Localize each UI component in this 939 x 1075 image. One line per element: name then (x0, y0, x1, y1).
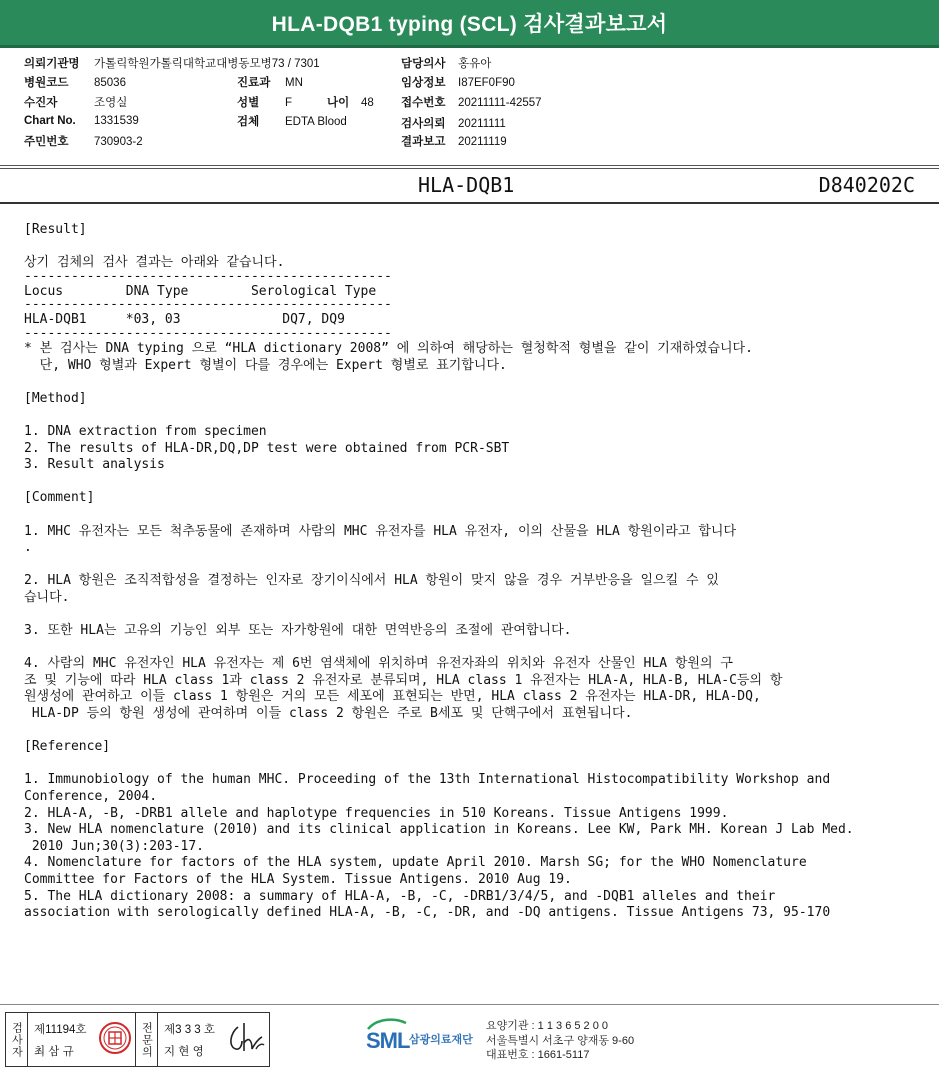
table-rule: ----------------------------------------------- (24, 328, 392, 341)
company-logo (366, 1017, 478, 1061)
info-value: EDTA Blood (285, 116, 347, 128)
info-value: 조영실 (94, 97, 128, 109)
info-label: 결과보고 (401, 136, 446, 148)
section-heading-method: [Method] (24, 390, 87, 406)
section-heading-reference: [Reference] (24, 739, 111, 755)
approver-label-text: 전문의 (140, 1021, 153, 1058)
info-value: 20211119 (458, 136, 507, 148)
reference-line: 2. HLA-A, -B, -DRB1 allele and haplotype frequencies in 510 Koreans. Tissue Antigens 1999. (24, 805, 729, 821)
method-item: 2. The results of HLA-DR,DQ,DP test were obtained from PCR-SBT (24, 440, 510, 456)
header-divider (0, 165, 939, 169)
inspector-label (6, 1013, 28, 1066)
comment-line: 습니다. (24, 589, 70, 605)
comment-line: 2. HLA 항원은 조직적합성을 결정하는 인자로 장기이식에서 HLA 항원이 맞지 않을 경우 거부반응을 일으킬 수 있 (24, 573, 719, 589)
info-label: Chart No. (24, 115, 76, 127)
info-value: I87EF0F90 (458, 77, 515, 89)
info-label: 임상정보 (401, 77, 446, 89)
comment-line: 4. 사람의 MHC 유전자인 HLA 유전자는 제 6번 염색체에 위치하며 유전자좌의 위치와 유전자 산물인 HLA 항원의 구 (24, 656, 733, 672)
info-value: 20211111 (458, 118, 506, 130)
comment-line: 3. 또한 HLA는 고유의 기능인 외부 또는 자가항원에 대한 면역반응의 조절에 관여합니다. (24, 623, 572, 639)
result-table-row: HLA-DQB1 *03, 03 DQ7, DQ9 (24, 312, 345, 328)
method-item: 3. Result analysis (24, 457, 165, 473)
info-value: 48 (361, 97, 374, 109)
logo-sml-text: SML (366, 1028, 410, 1053)
test-name: HLA-DQB1 (418, 173, 515, 197)
info-label: 병원코드 (24, 77, 69, 89)
info-label: 검체 (237, 116, 260, 128)
signature-icon (224, 1019, 266, 1059)
info-label: 수진자 (24, 97, 58, 109)
footer-divider (0, 1004, 939, 1005)
result-note: 단, WHO 형별과 Expert 형별이 다를 경우에는 Expert 형별로 표기합니다. (24, 357, 507, 373)
reference-line: association with serologically defined HLA-A, -B, -C, -DR, and -DQ antigens. Tissue Antigens 73, 95-170 (24, 905, 831, 921)
info-value: F (285, 97, 293, 109)
info-value: 홍유아 (458, 58, 492, 70)
inspector-license-no: 제11194호 (34, 1024, 87, 1036)
info-label: 검사의뢰 (401, 118, 446, 130)
info-label: 담당의사 (401, 58, 446, 70)
result-intro: 상기 검체의 검사 결과는 아래와 같습니다. (24, 255, 285, 271)
method-item: 1. DNA extraction from specimen (24, 423, 267, 439)
inspector-label-text: 검사자 (10, 1021, 23, 1058)
info-label: 진료과 (237, 77, 271, 89)
test-code: D840202C (818, 173, 915, 197)
info-label: 의뢰기관명 (24, 58, 80, 70)
info-value: MN (285, 77, 303, 89)
approver-license-no: 제3 3 3 호 (164, 1024, 215, 1036)
reference-line: 1. Immunobiology of the human MHC. Proceeding of the 13th International Histocompatibility Workshop and (24, 772, 831, 788)
company-phone: 대표번호 : 1661-5117 (486, 1049, 590, 1061)
reference-line: 2010 Jun;30(3):203-17. (24, 838, 205, 854)
reference-line: 4. Nomenclature for factors of the HLA system, update April 2010. Marsh SG; for the WHO Nomenclature (24, 855, 807, 871)
info-label: 성별 (237, 97, 260, 109)
info-value: 85036 (94, 77, 126, 89)
info-value: 20211111-42557 (458, 97, 542, 109)
company-name: 삼광의료재단 (409, 1034, 473, 1046)
reference-line: 3. New HLA nomenclature (2010) and its clinical application in Koreans. Lee KW, Park MH. Korean J Lab Med. (24, 822, 854, 838)
approver-label (136, 1013, 158, 1066)
inspector-name: 최 삼 규 (34, 1046, 74, 1058)
comment-line: 원생성에 관여하고 이들 class 1 항원은 거의 모든 세포에 표현되는 반면, HLA class 2 유전자는 HLA-DR, HLA-DQ, (24, 689, 761, 705)
approver-name: 지 현 영 (164, 1046, 204, 1058)
inspector-cell (28, 1013, 136, 1066)
reference-line: Conference, 2004. (24, 789, 158, 804)
official-seal-icon (98, 1021, 132, 1055)
reference-line: 5. The HLA dictionary 2008: a summary of HLA-A, -B, -C, -DRB1/3/4/5, and -DQB1 alleles and their (24, 888, 776, 904)
company-address: 서울특별시 서초구 양재동 9-60 (486, 1034, 635, 1047)
info-label: 나이 (327, 97, 350, 109)
info-value: 730903-2 (94, 136, 143, 148)
reference-line: Committee for Factors of the HLA System. Tissue Antigens. 2010 Aug 19. (24, 871, 572, 887)
report-body (24, 222, 924, 922)
comment-line: HLA-DP 등의 항원 생성에 관여하며 이들 class 2 항원은 주로 B세포 및 단핵구에서 표현됩니다. (24, 706, 633, 722)
comment-line: . (24, 540, 32, 556)
section-heading-comment: [Comment] (24, 490, 95, 506)
test-divider (0, 202, 939, 204)
approver-cell (158, 1013, 269, 1066)
table-rule: ----------------------------------------------- (24, 271, 392, 284)
comment-line: 1. MHC 유전자는 모든 척추동물에 존재하며 사람의 MHC 유전자를 HLA 유전자, 이의 산물을 HLA 항원이라고 합니다 (24, 523, 737, 539)
result-note: * 본 검사는 DNA typing 으로 “HLA dictionary 2008” 에 의하여 해당하는 혈청학적 형별을 같이 기재하였습니다. (24, 340, 753, 356)
result-table-header: Locus DNA Type Serological Type (24, 283, 377, 299)
report-title: HLA-DQB1 typing (SCL) 검사결과보고서 (0, 0, 939, 48)
info-value: 가톨릭학원가톨릭대학교대병동모병73 / 7301 (94, 58, 320, 70)
info-label: 접수번호 (401, 97, 446, 109)
institution-code: 요양기관 : 1 1 3 6 5 2 0 0 (486, 1020, 609, 1032)
info-value: 1331539 (94, 115, 139, 127)
info-label: 주민번호 (24, 136, 69, 148)
table-rule: ----------------------------------------------- (24, 300, 392, 313)
signature-box (5, 1012, 270, 1067)
comment-line: 조 및 기능에 따라 HLA class 1과 class 2 유전자로 분류되며, HLA class 1 유전자는 HLA-A, HLA-B, HLA-C등의 항 (24, 672, 783, 688)
section-heading-result: [Result] (24, 222, 87, 237)
company-contact (486, 1019, 634, 1063)
